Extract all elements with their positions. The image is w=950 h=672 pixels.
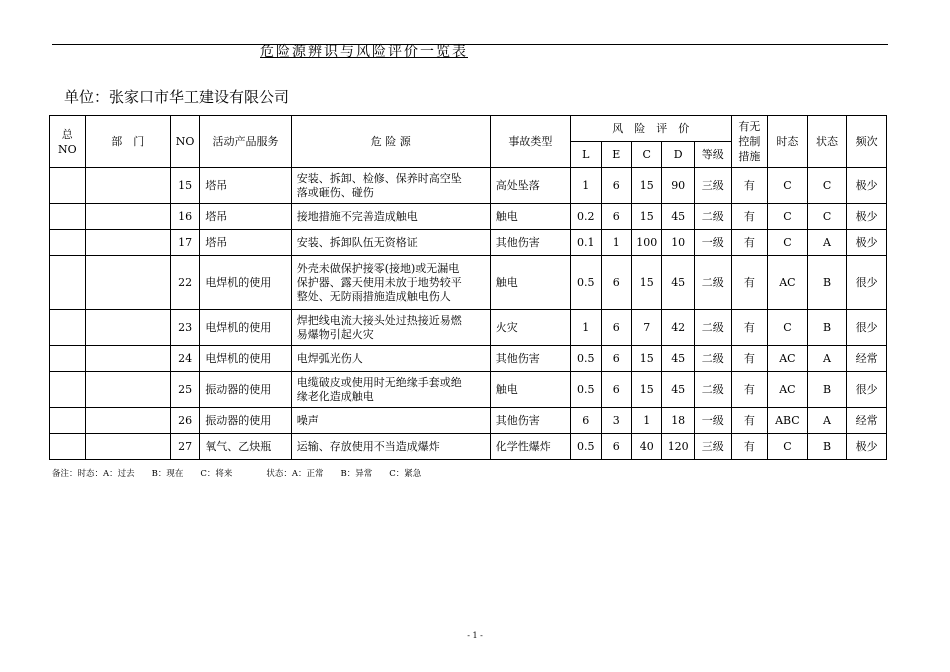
table-row [50,204,887,230]
cell-activity: 电焊机的使用 [200,310,291,346]
cell-tense: AC [768,346,808,372]
cell-D: 42 [662,310,695,346]
header-accident-type: 事故类型 [490,116,570,168]
cell-C: 15 [631,168,661,204]
cell-activity: 振动器的使用 [200,408,291,434]
cell-type: 其他伤害 [490,346,570,372]
cell-L: 0.5 [571,256,601,310]
cell-hazard [291,230,490,256]
cell-dept [85,204,170,230]
cell-state: A [807,346,847,372]
hazard-line: 电焊弧光伤人 [296,351,363,365]
cell-total [50,408,86,434]
cell-tense: ABC [768,408,808,434]
cell-grade: 二级 [694,310,731,346]
hazard-line: 焊把线电流大接头处过热接近易燃 [296,313,462,327]
cell-tense: C [768,204,808,230]
header-E: E [601,142,631,168]
cell-type: 触电 [490,204,570,230]
cell-total [50,346,86,372]
header-activity: 活动产品服务 [200,116,291,168]
cell-L: 0.5 [571,346,601,372]
cell-grade: 一级 [694,230,731,256]
cell-D: 45 [662,204,695,230]
cell-C: 15 [631,256,661,310]
header-hazard: 危 险 源 [291,116,490,168]
header-state: 状态 [807,116,847,168]
cell-grade: 三级 [694,168,731,204]
cell-tense: C [768,310,808,346]
table-row [50,256,887,310]
cell-total [50,204,86,230]
cell-L: 0.5 [571,372,601,408]
hazard-line: 噪声 [296,413,319,427]
cell-grade: 二级 [694,204,731,230]
cell-L: 6 [571,408,601,434]
cell-L: 0.5 [571,434,601,460]
cell-grade: 一级 [694,408,731,434]
cell-control: 有 [731,372,768,408]
unit-line: 单位：张家口市华工建设有限公司 [64,88,290,106]
cell-freq: 很少 [847,372,887,408]
cell-tense: C [768,230,808,256]
cell-no: 17 [170,230,199,256]
cell-state: A [807,408,847,434]
cell-C: 40 [631,434,661,460]
cell-type: 高处坠落 [490,168,570,204]
cell-activity: 振动器的使用 [200,372,291,408]
table-body [50,168,887,460]
cell-E: 1 [601,230,631,256]
cell-C: 100 [631,230,661,256]
cell-dept [85,310,170,346]
hazard-line: 易爆物引起火灾 [296,327,374,341]
cell-tense: AC [768,256,808,310]
cell-C: 15 [631,204,661,230]
cell-L: 1 [571,168,601,204]
cell-hazard [291,168,490,204]
header-control: 有无 控制 措施 [731,116,768,168]
cell-freq: 极少 [847,434,887,460]
cell-D: 45 [662,346,695,372]
header-total-no: 总 NO [50,116,86,168]
footnote: 备注：时态：A：过去 B：现在 C：将来 状态：A：正常 B：异常 C：紧急 [52,469,422,479]
cell-grade: 三级 [694,434,731,460]
cell-dept [85,256,170,310]
hazard-line: 缘老化造成触电 [296,389,374,403]
hazard-line: 整处、无防雨措施造成触电伤人 [296,289,451,303]
hazard-line: 电缆破皮或使用时无绝缘手套或绝 [296,375,462,389]
cell-activity: 塔吊 [200,230,291,256]
cell-tense: C [768,434,808,460]
cell-type: 触电 [490,256,570,310]
cell-hazard [291,372,490,408]
cell-total [50,434,86,460]
cell-freq: 经常 [847,346,887,372]
cell-C: 15 [631,346,661,372]
cell-total [50,310,86,346]
cell-hazard [291,256,490,310]
cell-E: 6 [601,204,631,230]
hazard-line: 保护器、露天使用未放于地势较平 [296,275,462,289]
table-row [50,434,887,460]
cell-no: 15 [170,168,199,204]
cell-control: 有 [731,230,768,256]
cell-grade: 二级 [694,256,731,310]
cell-E: 6 [601,346,631,372]
table-row [50,168,887,204]
cell-type: 其他伤害 [490,408,570,434]
cell-dept [85,434,170,460]
cell-activity: 电焊机的使用 [200,256,291,310]
hazard-line: 运输、存放使用不当造成爆炸 [296,439,440,453]
cell-E: 3 [601,408,631,434]
cell-L: 0.2 [571,204,601,230]
cell-E: 6 [601,434,631,460]
cell-C: 15 [631,372,661,408]
cell-control: 有 [731,168,768,204]
cell-hazard [291,204,490,230]
cell-dept [85,408,170,434]
cell-C: 1 [631,408,661,434]
cell-type: 其他伤害 [490,230,570,256]
cell-dept [85,230,170,256]
cell-no: 24 [170,346,199,372]
cell-activity: 塔吊 [200,204,291,230]
table-row [50,372,887,408]
cell-tense: AC [768,372,808,408]
cell-E: 6 [601,372,631,408]
cell-D: 90 [662,168,695,204]
header-rule [52,44,888,45]
cell-no: 27 [170,434,199,460]
cell-D: 120 [662,434,695,460]
cell-total [50,256,86,310]
cell-freq: 极少 [847,168,887,204]
cell-freq: 很少 [847,256,887,310]
cell-total [50,168,86,204]
cell-D: 45 [662,372,695,408]
cell-state: A [807,230,847,256]
cell-E: 6 [601,256,631,310]
cell-type: 化学性爆炸 [490,434,570,460]
cell-control: 有 [731,434,768,460]
cell-activity: 塔吊 [200,168,291,204]
header-L: L [571,142,601,168]
cell-hazard [291,434,490,460]
cell-D: 18 [662,408,695,434]
hazard-line: 接地措施不完善造成触电 [296,209,418,223]
cell-state: B [807,310,847,346]
cell-no: 22 [170,256,199,310]
hazard-line: 落或砸伤、碰伤 [296,185,374,199]
cell-state: C [807,168,847,204]
risk-table [49,115,887,460]
header-no: NO [170,116,199,168]
cell-grade: 二级 [694,346,731,372]
cell-no: 26 [170,408,199,434]
table-row [50,310,887,346]
header-dept: 部 门 [85,116,170,168]
cell-state: B [807,256,847,310]
header-tense: 时态 [768,116,808,168]
cell-type: 火灾 [490,310,570,346]
cell-D: 10 [662,230,695,256]
cell-state: B [807,372,847,408]
header-grade: 等级 [694,142,731,168]
cell-control: 有 [731,310,768,346]
table-header-row [50,116,887,142]
hazard-line: 外壳未做保护接零(接地)或无漏电 [296,261,460,275]
table-row [50,408,887,434]
cell-freq: 经常 [847,408,887,434]
cell-total [50,230,86,256]
cell-no: 16 [170,204,199,230]
cell-state: B [807,434,847,460]
page-number: - 1 - [467,631,483,640]
header-D: D [662,142,695,168]
cell-type: 触电 [490,372,570,408]
hazard-line: 安装、拆卸、检修、保养时高空坠 [296,171,462,185]
cell-activity: 电焊机的使用 [200,346,291,372]
cell-E: 6 [601,310,631,346]
cell-state: C [807,204,847,230]
cell-L: 0.1 [571,230,601,256]
cell-freq: 很少 [847,310,887,346]
cell-grade: 二级 [694,372,731,408]
table-row [50,346,887,372]
cell-freq: 极少 [847,230,887,256]
cell-control: 有 [731,256,768,310]
cell-hazard [291,346,490,372]
cell-L: 1 [571,310,601,346]
cell-hazard [291,310,490,346]
cell-D: 45 [662,256,695,310]
cell-hazard [291,408,490,434]
header-C: C [631,142,661,168]
cell-E: 6 [601,168,631,204]
cell-control: 有 [731,204,768,230]
cell-activity: 氧气、乙炔瓶 [200,434,291,460]
cell-dept [85,372,170,408]
cell-total [50,372,86,408]
cell-dept [85,346,170,372]
cell-C: 7 [631,310,661,346]
header-risk-eval: 风 险 评 价 [571,116,732,142]
cell-dept [85,168,170,204]
cell-freq: 极少 [847,204,887,230]
cell-tense: C [768,168,808,204]
cell-control: 有 [731,408,768,434]
header-freq: 频次 [847,116,887,168]
cell-control: 有 [731,346,768,372]
cell-no: 25 [170,372,199,408]
table-row [50,230,887,256]
cell-no: 23 [170,310,199,346]
hazard-line: 安装、拆卸队伍无资格证 [296,235,418,249]
page-header-title: 危险源辨识与风险评价一览表 [260,44,468,60]
